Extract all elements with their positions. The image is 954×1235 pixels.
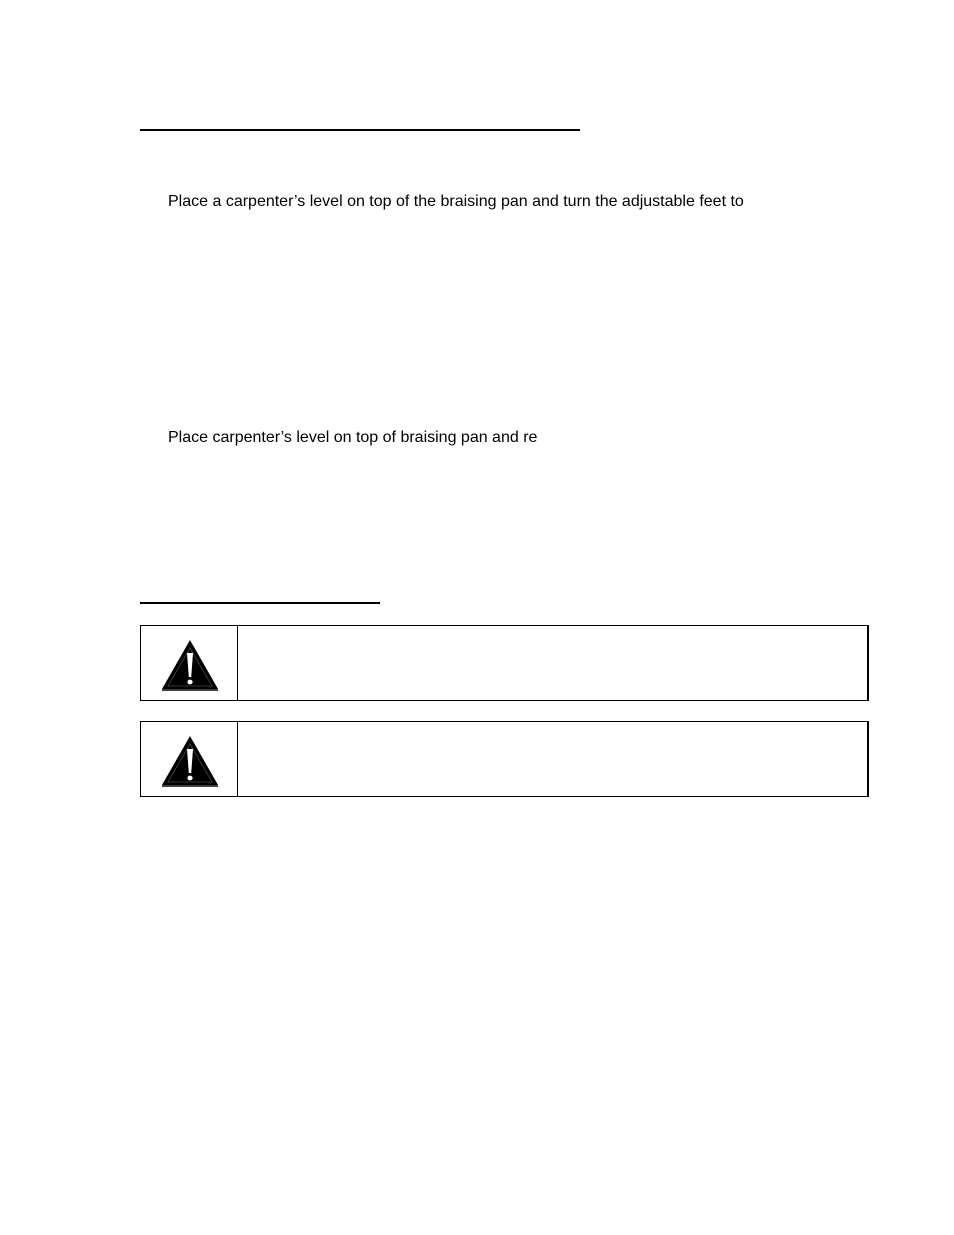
warning-box — [140, 625, 869, 701]
leveling-instruction-paragraph: Place a carpenter’s level on top of the braising pan and turn the adjustable feet to — [168, 193, 744, 210]
warning-triangle-icon — [160, 638, 220, 692]
warning-box — [140, 721, 869, 797]
warning-text — [238, 626, 867, 700]
warning-text — [238, 722, 867, 796]
section-heading-underline — [140, 602, 380, 604]
warning-icon-cell — [141, 626, 238, 700]
level-recheck-paragraph: Place carpenter’s level on top of braising pan and re — [168, 429, 538, 446]
warning-icon-cell — [141, 722, 238, 796]
section-heading-underline — [140, 129, 580, 131]
warning-triangle-icon — [160, 734, 220, 788]
